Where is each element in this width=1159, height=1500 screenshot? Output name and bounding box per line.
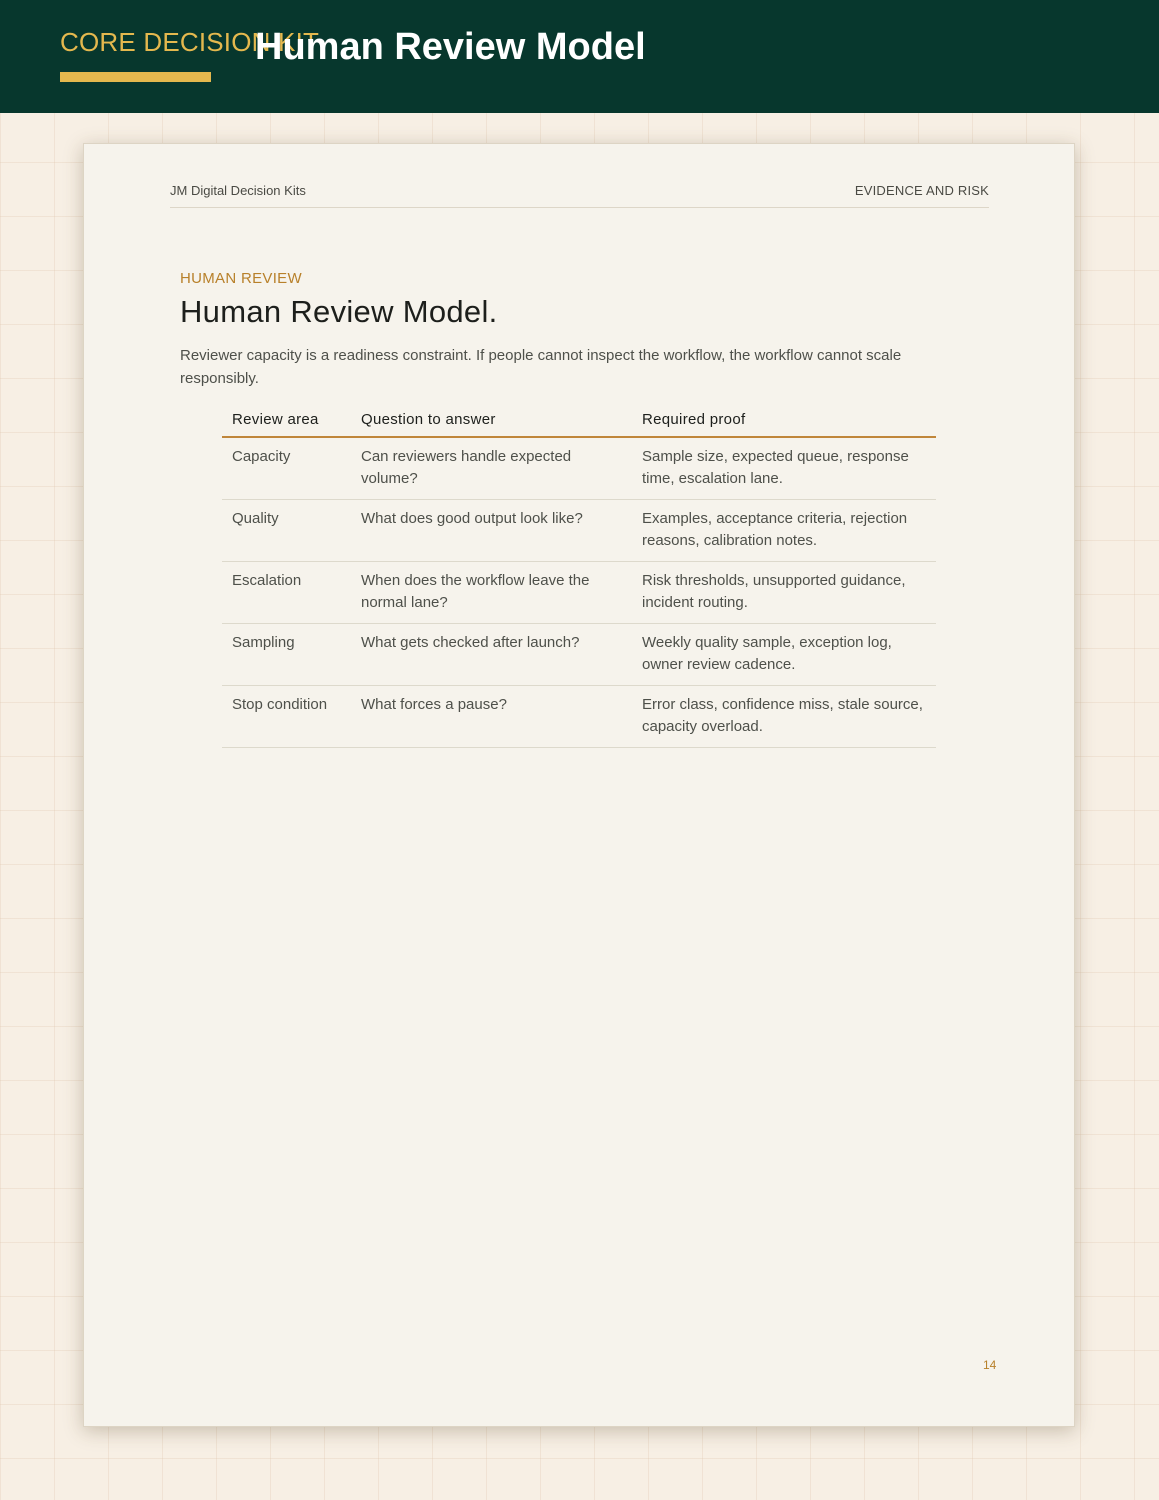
banner-kicker: CORE DECISION KIT xyxy=(60,27,320,57)
column-header: Review area xyxy=(222,406,351,437)
review-area-cell: Escalation xyxy=(222,562,351,624)
table-row xyxy=(222,500,936,562)
column-header: Question to answer xyxy=(351,406,632,437)
header-publisher: JM Digital Decision Kits xyxy=(170,183,306,198)
banner-title: Human Review Model xyxy=(255,26,646,68)
question-cell: When does the workflow leave the normal lane? xyxy=(351,562,632,624)
review-area-cell: Capacity xyxy=(222,437,351,500)
table-row xyxy=(222,624,936,686)
question-cell: What forces a pause? xyxy=(351,686,632,748)
running-header xyxy=(170,182,989,208)
review-area-cell: Sampling xyxy=(222,624,351,686)
table-row xyxy=(222,562,936,624)
intro-paragraph: Reviewer capacity is a readiness constraint. If people cannot inspect the workflow, the workflow cannot scale responsibly. xyxy=(180,347,902,387)
review-area-cell: Stop condition xyxy=(222,686,351,748)
page-heading: Human Review Model. xyxy=(180,294,498,329)
question-cell: What gets checked after launch? xyxy=(351,624,632,686)
table-header-row xyxy=(222,406,936,437)
section-eyebrow: HUMAN REVIEW xyxy=(180,270,302,287)
proof-cell: Examples, acceptance criteria, rejection reasons, calibration notes. xyxy=(632,500,936,562)
proof-cell: Risk thresholds, unsupported guidance, incident routing. xyxy=(632,562,936,624)
question-cell: What does good output look like? xyxy=(351,500,632,562)
top-banner xyxy=(0,0,1159,113)
page-number: 14 xyxy=(983,1358,997,1372)
table-row xyxy=(222,437,936,500)
table-row xyxy=(222,686,936,748)
column-header: Required proof xyxy=(632,406,936,437)
header-section: EVIDENCE AND RISK xyxy=(854,183,989,198)
document-page xyxy=(83,143,1075,1427)
review-area-cell: Quality xyxy=(222,500,351,562)
review-table xyxy=(222,406,936,748)
proof-cell: Weekly quality sample, exception log, owner review cadence. xyxy=(632,624,936,686)
question-cell: Can reviewers handle expected volume? xyxy=(351,437,632,500)
proof-cell: Sample size, expected queue, response time, escalation lane. xyxy=(632,437,936,500)
proof-cell: Error class, confidence miss, stale source, capacity overload. xyxy=(632,686,936,748)
banner-accent-bar xyxy=(60,72,211,82)
